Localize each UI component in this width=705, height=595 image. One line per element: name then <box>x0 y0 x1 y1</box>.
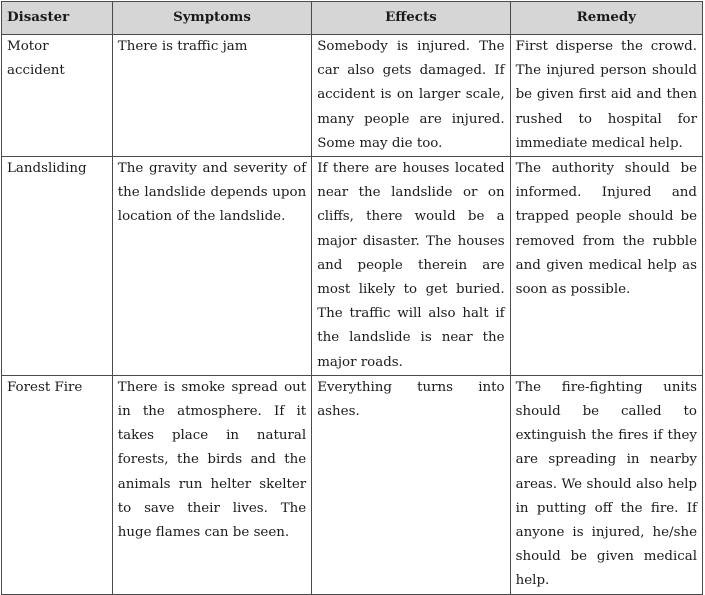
header-effects: Effects <box>312 2 510 35</box>
cell-remedy: The fire-fighting units should be called to extinguish the fires if they are spreading in nearby areas. We should also help in putting off the fire. If anyone is injured, he/she should be given medical help. <box>510 375 702 594</box>
cell-disaster: Forest Fire <box>2 375 113 594</box>
cell-symptoms: There is smoke spread out in the atmosphere. If it takes place in natural forests, the birds and the animals run helter skelter to save their lives. The huge flames can be seen. <box>112 375 311 594</box>
header-remedy: Remedy <box>510 2 702 35</box>
cell-remedy: First disperse the crowd. The injured person should be given first aid and then rushed to hospital for immediate medical help. <box>510 35 702 157</box>
header-symptoms: Symptoms <box>112 2 311 35</box>
cell-disaster: Motor accident <box>2 35 113 157</box>
header-row <box>2 2 703 35</box>
table-row-motor-accident <box>2 35 703 157</box>
cell-effects: Somebody is injured. The car also gets damaged. If accident is on larger scale, many people are injured. Some may die too. <box>312 35 510 157</box>
table-body <box>2 35 703 595</box>
table-row-landsliding <box>2 157 703 376</box>
header-disaster: Disaster <box>2 2 113 35</box>
cell-symptoms: The gravity and severity of the landslide depends upon location of the landslide. <box>112 157 311 376</box>
cell-disaster: Landsliding <box>2 157 113 376</box>
disaster-table <box>1 1 703 595</box>
cell-remedy: The authority should be informed. Injured and trapped people should be removed from the rubble and given medical help as soon as possible. <box>510 157 702 376</box>
cell-symptoms: There is traffic jam <box>112 35 311 157</box>
cell-effects: If there are houses located near the landslide or on cliffs, there would be a major disaster. The houses and people therein are most likely to get buried. The traffic will also halt if the landslide is near the major roads. <box>312 157 510 376</box>
table-header <box>2 2 703 35</box>
table-row-forest-fire <box>2 375 703 594</box>
cell-effects: Everything turns into ashes. <box>312 375 510 594</box>
